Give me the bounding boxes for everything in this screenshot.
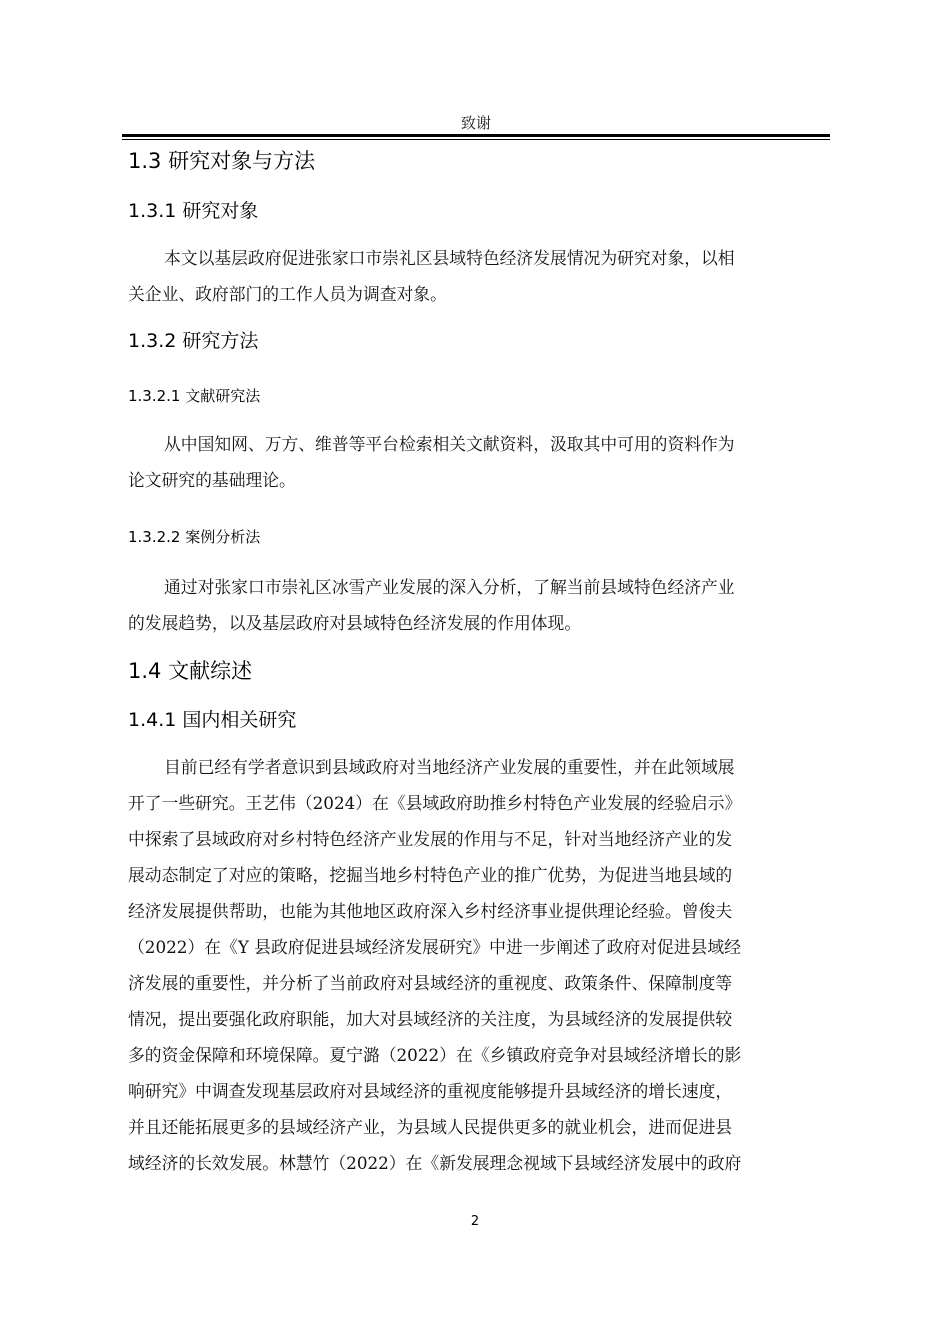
paragraph-line: 从中国知网、万方、维普等平台检索相关文献资料，汲取其中可用的资料作为 — [164, 434, 735, 454]
header-rule-thick — [122, 134, 830, 137]
section-1-3-2-2-heading: 1.3.2.2 案例分析法 — [128, 528, 261, 546]
header-rule-thin — [122, 139, 830, 140]
section-1-4-1-heading: 1.4.1 国内相关研究 — [128, 709, 297, 731]
paragraph-line: 目前已经有学者意识到县域政府对当地经济产业发展的重要性，并在此领域展 — [164, 757, 735, 777]
paragraph-line: 通过对张家口市崇礼区冰雪产业发展的深入分析，了解当前县域特色经济产业 — [164, 577, 735, 597]
paragraph-line: 并且还能拓展更多的县域经济产业，为县域人民提供更多的就业机会，进而促进县 — [128, 1117, 733, 1137]
paragraph-line: 论文研究的基础理论。 — [128, 470, 296, 490]
section-1-4-heading: 1.4 文献综述 — [128, 659, 253, 683]
paragraph-line: （2022）在《Y 县政府促进县域经济发展研究》中进一步阐述了政府对促进县域经 — [128, 937, 741, 957]
paragraph-line: 域经济的长效发展。林慧竹（2022）在《新发展理念视域下县域经济发展中的政府 — [128, 1153, 742, 1173]
paragraph-line: 济发展的重要性，并分析了当前政府对县域经济的重视度、政策条件、保障制度等 — [128, 973, 733, 993]
page-number: 2 — [470, 1214, 480, 1229]
running-header: 致谢 — [460, 114, 491, 132]
paragraph-line: 中探索了县域政府对乡村特色经济产业发展的作用与不足，针对当地经济产业的发 — [128, 829, 733, 849]
paragraph-line: 开了一些研究。王艺伟（2024）在《县域政府助推乡村特色产业发展的经验启示》 — [128, 793, 742, 813]
paragraph-line: 本文以基层政府促进张家口市崇礼区县域特色经济发展情况为研究对象，以相 — [164, 248, 735, 268]
section-1-3-heading: 1.3 研究对象与方法 — [128, 149, 316, 173]
paragraph-line: 响研究》中调查发现基层政府对县域经济的重视度能够提升县域经济的增长速度， — [128, 1081, 733, 1101]
paragraph-line: 的发展趋势，以及基层政府对县域特色经济发展的作用体现。 — [128, 613, 582, 633]
paragraph-line: 经济发展提供帮助，也能为其他地区政府深入乡村经济事业提供理论经验。曾俊夫 — [128, 901, 733, 921]
paragraph-line: 展动态制定了对应的策略，挖掘当地乡村特色产业的推广优势，为促进当地县域的 — [128, 865, 733, 885]
paragraph-line: 情况，提出要强化政府职能，加大对县域经济的关注度，为县域经济的发展提供较 — [128, 1009, 733, 1029]
section-1-3-1-heading: 1.3.1 研究对象 — [128, 200, 259, 222]
section-1-3-2-1-heading: 1.3.2.1 文献研究法 — [128, 387, 261, 405]
paragraph-line: 多的资金保障和环境保障。夏宁潞（2022）在《乡镇政府竞争对县域经济增长的影 — [128, 1045, 742, 1065]
section-1-3-2-heading: 1.3.2 研究方法 — [128, 330, 259, 352]
paragraph-line: 关企业、政府部门的工作人员为调查对象。 — [128, 284, 447, 304]
